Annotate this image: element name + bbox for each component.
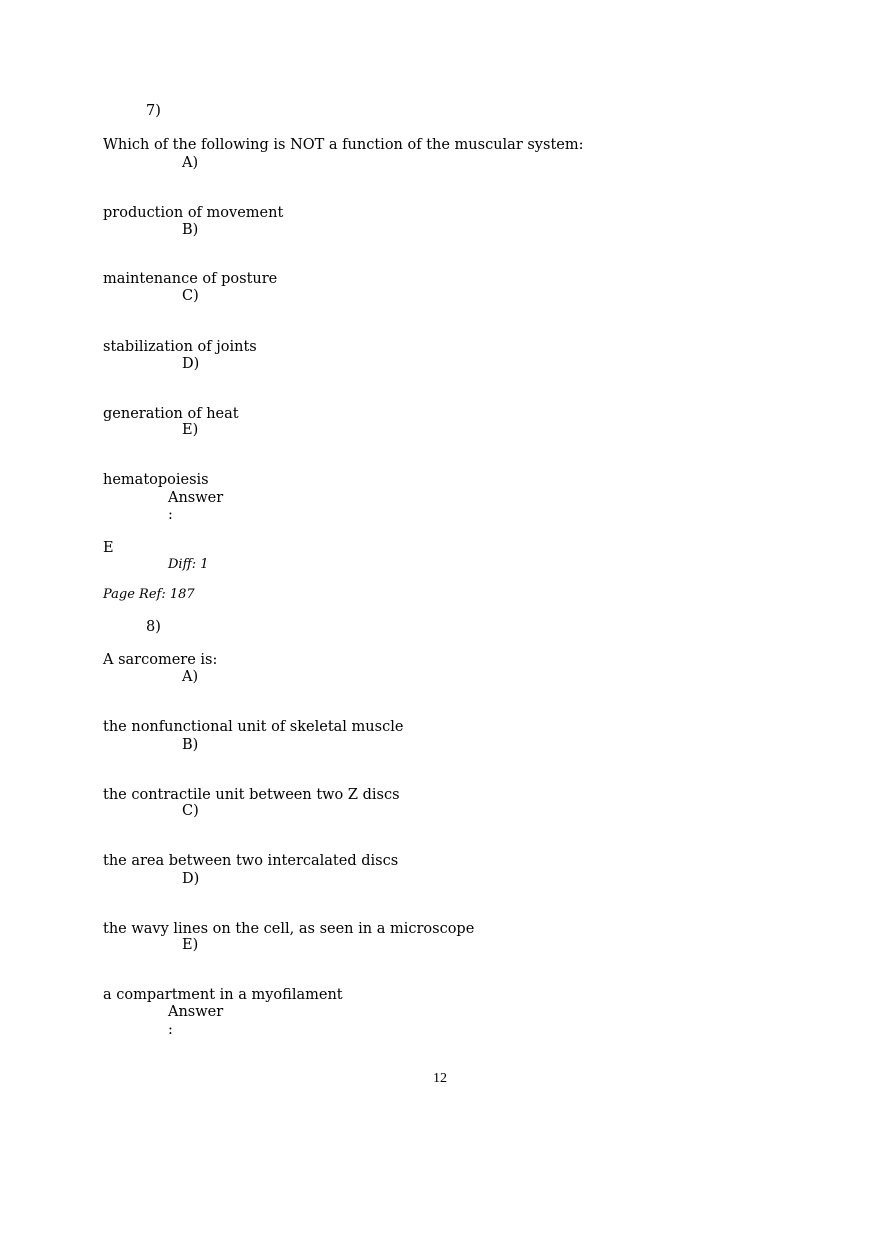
page-number: 12 bbox=[433, 1071, 447, 1086]
question-number: 8) bbox=[146, 619, 161, 635]
option-letter-b: B) bbox=[182, 737, 199, 753]
option-text-b: maintenance of posture bbox=[103, 271, 278, 287]
option-text-e: hematopoiesis bbox=[103, 472, 209, 488]
option-letter-c: C) bbox=[182, 803, 199, 819]
option-text-b: the contractile unit between two Z discs bbox=[103, 787, 400, 803]
answer-label: Answer bbox=[168, 490, 224, 506]
option-text-d: the wavy lines on the cell, as seen in a microscope bbox=[103, 921, 475, 937]
option-text-c: the area between two intercalated discs bbox=[103, 853, 399, 869]
option-letter-c: C) bbox=[182, 288, 199, 304]
answer-colon: : bbox=[168, 507, 173, 523]
answer-colon: : bbox=[168, 1022, 173, 1038]
option-letter-d: D) bbox=[182, 356, 200, 372]
answer-label: Answer bbox=[168, 1004, 224, 1020]
page-ref: Page Ref: 187 bbox=[103, 587, 195, 602]
option-text-c: stabilization of joints bbox=[103, 339, 257, 355]
option-letter-b: B) bbox=[182, 222, 199, 238]
option-letter-e: E) bbox=[182, 937, 199, 953]
question-stem: A sarcomere is: bbox=[103, 652, 218, 668]
option-text-e: a compartment in a myofilament bbox=[103, 987, 343, 1003]
option-letter-d: D) bbox=[182, 871, 200, 887]
answer-value: E bbox=[103, 540, 114, 556]
option-text-a: the nonfunctional unit of skeletal muscle bbox=[103, 719, 404, 735]
option-text-d: generation of heat bbox=[103, 406, 239, 422]
option-letter-a: A) bbox=[182, 155, 199, 171]
question-stem: Which of the following is NOT a function of the muscular system: bbox=[103, 137, 584, 153]
option-letter-a: A) bbox=[182, 669, 199, 685]
option-text-a: production of movement bbox=[103, 205, 284, 221]
question-number: 7) bbox=[146, 103, 161, 119]
option-letter-e: E) bbox=[182, 422, 199, 438]
difficulty: Diff: 1 bbox=[168, 557, 209, 572]
